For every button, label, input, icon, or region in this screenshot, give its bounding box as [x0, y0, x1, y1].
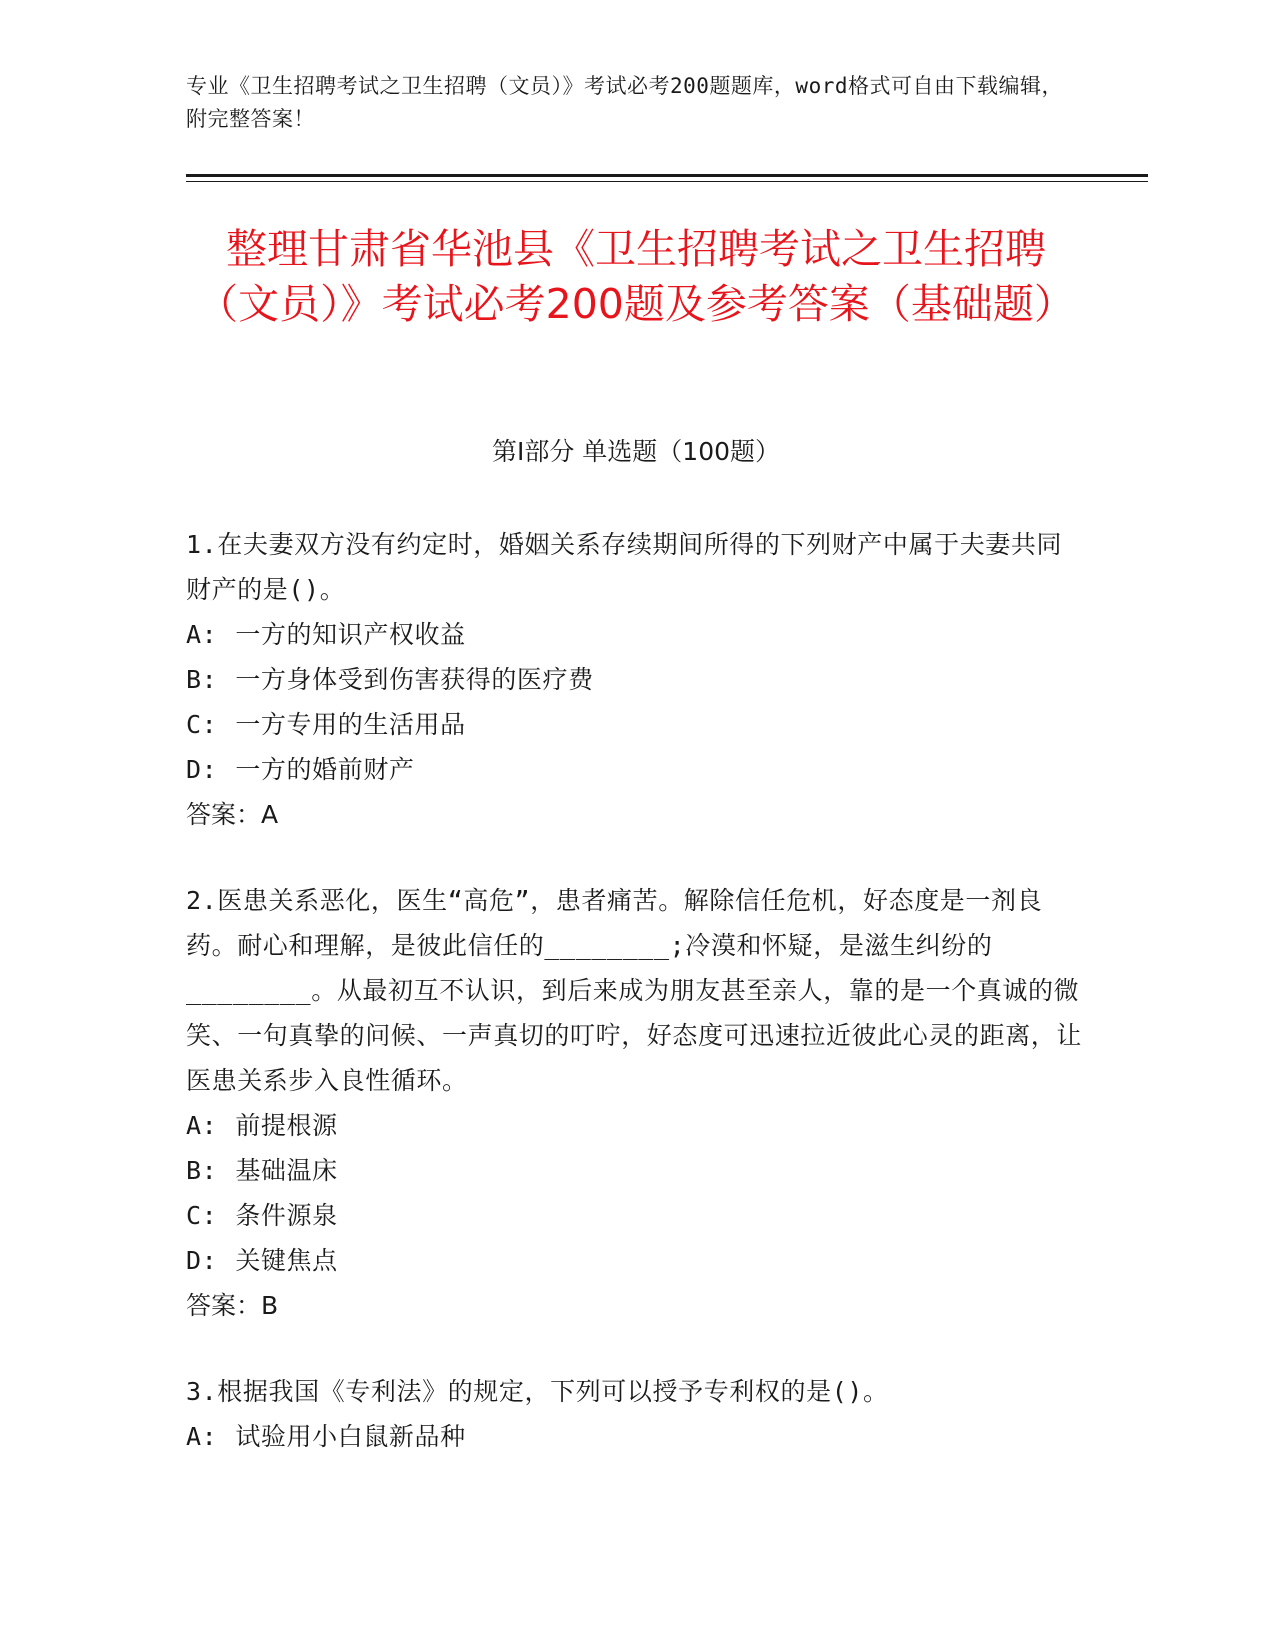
option-letter: D:	[186, 755, 218, 784]
option-letter: B:	[186, 665, 218, 694]
option-text: 一方专用的生活用品	[235, 710, 466, 739]
option-text: 试验用小白鼠新品种	[235, 1422, 466, 1451]
option-letter: C:	[186, 710, 218, 739]
option-d	[186, 1238, 1086, 1283]
answer-line: 答案：B	[186, 1291, 279, 1320]
option-text: 一方的知识产权收益	[235, 620, 466, 649]
option-a	[186, 612, 1086, 657]
option-text: 基础温床	[235, 1156, 338, 1185]
option-c	[186, 702, 1086, 747]
option-b	[186, 1148, 1086, 1193]
header-rule-thick	[186, 174, 1148, 177]
answer-line: 答案：A	[186, 800, 279, 829]
option-letter: A:	[186, 620, 218, 649]
option-text: 前提根源	[235, 1111, 338, 1140]
question-list	[186, 522, 1086, 1459]
section-title: 第Ⅰ部分 单选题（100题）	[491, 437, 781, 466]
option-letter: C:	[186, 1201, 218, 1230]
option-letter: D:	[186, 1246, 218, 1275]
option-text: 条件源泉	[235, 1201, 338, 1230]
option-b	[186, 657, 1086, 702]
option-text: 一方身体受到伤害获得的医疗费	[235, 665, 594, 694]
header-note: 专业《卫生招聘考试之卫生招聘（文员）》考试必考200题题库，word格式可自由下载编辑，附完整答案！	[186, 74, 1063, 131]
option-a	[186, 1103, 1086, 1148]
option-letter: A:	[186, 1422, 218, 1451]
question-2	[186, 878, 1086, 1328]
question-1	[186, 522, 1086, 837]
question-stem: 1.在夫妻双方没有约定时，婚姻关系存续期间所得的下列财产中属于夫妻共同财产的是()。	[186, 530, 1063, 604]
question-stem: 3.根据我国《专利法》的规定，下列可以授予专利权的是()。	[186, 1377, 889, 1406]
question-stem: 2.医患关系恶化，医生“高危”，患者痛苦。解除信任危机，好态度是一剂良药。耐心和理解，是彼此信任的________;冷漠和怀疑，是滋生纠纷的________。从最初互不认识，到后来成为朋友甚至亲人，靠的是一个真诚的微笑、一句真挚的问候、一声真切的叮咛，好态度可迅速拉近彼此心灵的距离，让医患关系步入良性循环。	[186, 886, 1083, 1095]
option-a	[186, 1414, 1086, 1459]
header-rule-thin	[186, 181, 1148, 182]
option-text: 关键焦点	[235, 1246, 338, 1275]
option-text: 一方的婚前财产	[235, 755, 415, 784]
option-letter: B:	[186, 1156, 218, 1185]
option-d	[186, 747, 1086, 792]
document-title: 整理甘肃省华池县《卫生招聘考试之卫生招聘（文员）》考试必考200题及参考答案（基础题）	[197, 225, 1075, 328]
question-3	[186, 1369, 1086, 1459]
option-letter: A:	[186, 1111, 218, 1140]
option-c	[186, 1193, 1086, 1238]
